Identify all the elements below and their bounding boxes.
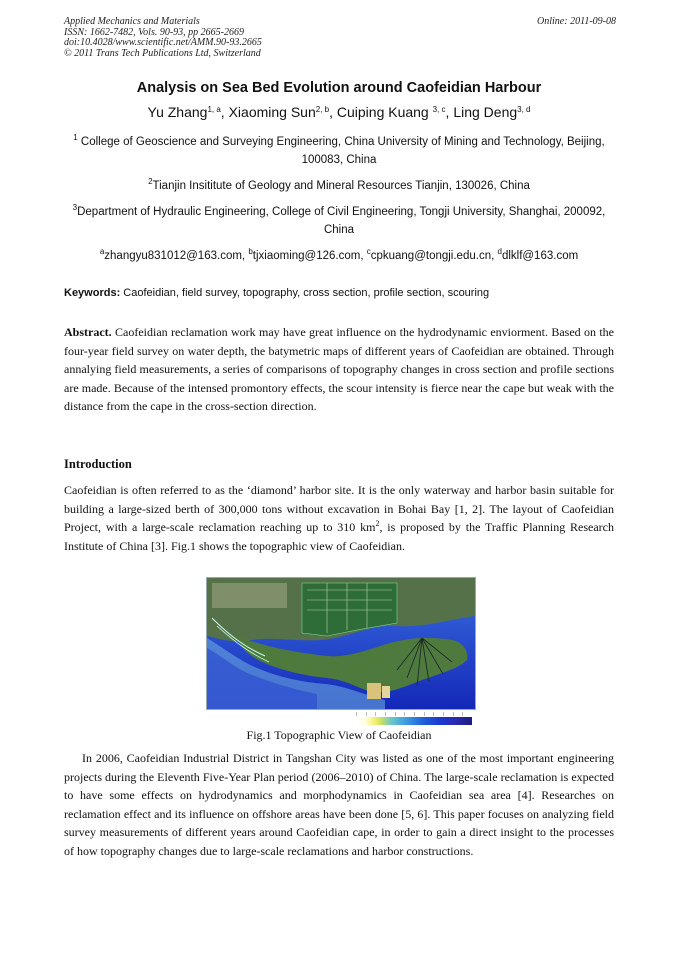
author-affiliation-marker: 1, a [207, 105, 221, 114]
author-name: Cuiping Kuang [336, 104, 433, 120]
figure-caption: Fig.1 Topographic View of Caofeidian [246, 728, 432, 742]
affiliation-1 [64, 133, 614, 169]
email-address: dlklf@163.com [501, 250, 579, 262]
paragraph-text: Caofeidian is often referred to as the ‘diamond’ harbor site. It is the only waterway and harbor basin suitable for building a large-sized berth of 300,000 tons without excavation in Bohai Bay [1, 2]. The layout of Caofeidian Project, with a large-scale reclamation reaching up to 310 km [64, 483, 614, 535]
online-date: Online: 2011-09-08 [537, 16, 616, 27]
issn-line: ISSN: 1662-7482, Vols. 90-93, pp 2665-2669 [64, 26, 244, 38]
email-marker: d [497, 247, 502, 256]
topographic-map-image [207, 578, 475, 709]
abstract-label: Abstract. [64, 325, 112, 339]
author-separator: , [329, 104, 337, 120]
figure-topographic-map [206, 577, 476, 710]
affiliation-3 [64, 203, 614, 239]
abstract [64, 323, 614, 416]
paragraph-text: , is proposed by the Traffic Planning Research Institute of China [3]. Fig.1 shows the topographic view of Caofeidian. [64, 520, 614, 553]
depth-color-scale [356, 712, 472, 725]
author-affiliation-marker: 2, b [315, 105, 330, 114]
introduction-paragraph-1 [64, 481, 614, 555]
abstract-text: Caofeidian reclamation work may have great influence on the hydrodynamic enviorment. Based on the four-year field survey on water depth, the batymetric maps of different years of Caofeidian are obtained. Through annalying field measurements, a series of comparisons of topography changes in cross section and profile sections are made. Because of the intensed promontory effects, the scour intensity is fierce near the cape but weak with the distance from the cape in the cross-section direction. [64, 325, 614, 414]
email-list [64, 247, 614, 265]
affiliation-marker: 3 [72, 203, 78, 212]
section-heading-introduction: Introduction [64, 457, 132, 471]
keywords [64, 287, 624, 299]
email-address: tjxiaoming@126.com, [252, 250, 367, 262]
email-marker: a [99, 247, 105, 256]
affiliation-2 [64, 177, 614, 195]
keywords-text: Caofeidian, field survey, topography, cross section, profile section, scouring [120, 287, 490, 299]
author-affiliation-marker: 3, d [517, 105, 531, 114]
affiliation-text: Department of Hydraulic Engineering, College of Civil Engineering, Tongji University, Shanghai, 200092, China [77, 206, 606, 236]
superscript: 2 [375, 519, 380, 529]
author-name: Yu Zhang [147, 104, 208, 120]
scale-ticks [356, 712, 472, 716]
doi-line: doi:10.4028/www.scientific.net/AMM.90-93.2665 [64, 37, 262, 48]
journal-header [64, 17, 262, 59]
author-affiliation-marker: 3, c [432, 105, 446, 114]
author-name: Xiaoming Sun [228, 104, 316, 120]
affiliation-marker: 2 [148, 177, 153, 186]
author-list [0, 104, 678, 120]
author-name: Ling Deng [453, 104, 518, 120]
affiliation-marker: 1 [73, 133, 78, 142]
copyright-line: © 2011 Trans Tech Publications Ltd, Switzerland [64, 47, 261, 59]
author-separator: , [220, 104, 229, 120]
email-address: cpkuang@tongji.edu.cn, [370, 250, 498, 262]
introduction-paragraph-2: In 2006, Caofeidian Industrial District in Tangshan City was listed as one of the most important engineering projects during the Eleventh Five-Year Plan period (2006–2010) of China. The large-scale reclamation is expected to have some effects on hydrodynamics and morphodynamics in Caofeidian sea area [4]. Researches on reclamation effect and its influence on offshore areas have been done [5, 6]. This paper focuses on analyzing field survey measurements of different years around Caofeidian cape, in order to gain a direct insight to the processes of how topography changes due to large-scale reclamations and harbor constructions. [64, 751, 614, 858]
paper-title: Analysis on Sea Bed Evolution around Caofeidian Harbour [136, 80, 542, 96]
journal-name: Applied Mechanics and Materials [64, 16, 200, 27]
email-address: zhangyu831012@163.com, [104, 250, 249, 262]
color-scale-bar [356, 717, 472, 725]
affiliation-text: Tianjin Insititute of Geology and Mineral Resources Tianjin, 130026, China [152, 180, 530, 192]
author-separator: , [445, 104, 454, 120]
keywords-label: Keywords: [64, 287, 121, 299]
affiliation-text: College of Geoscience and Surveying Engineering, China University of Mining and Technology, Beijing, 100083, China [77, 136, 605, 166]
email-marker: c [366, 247, 371, 256]
email-marker: b [248, 247, 253, 256]
